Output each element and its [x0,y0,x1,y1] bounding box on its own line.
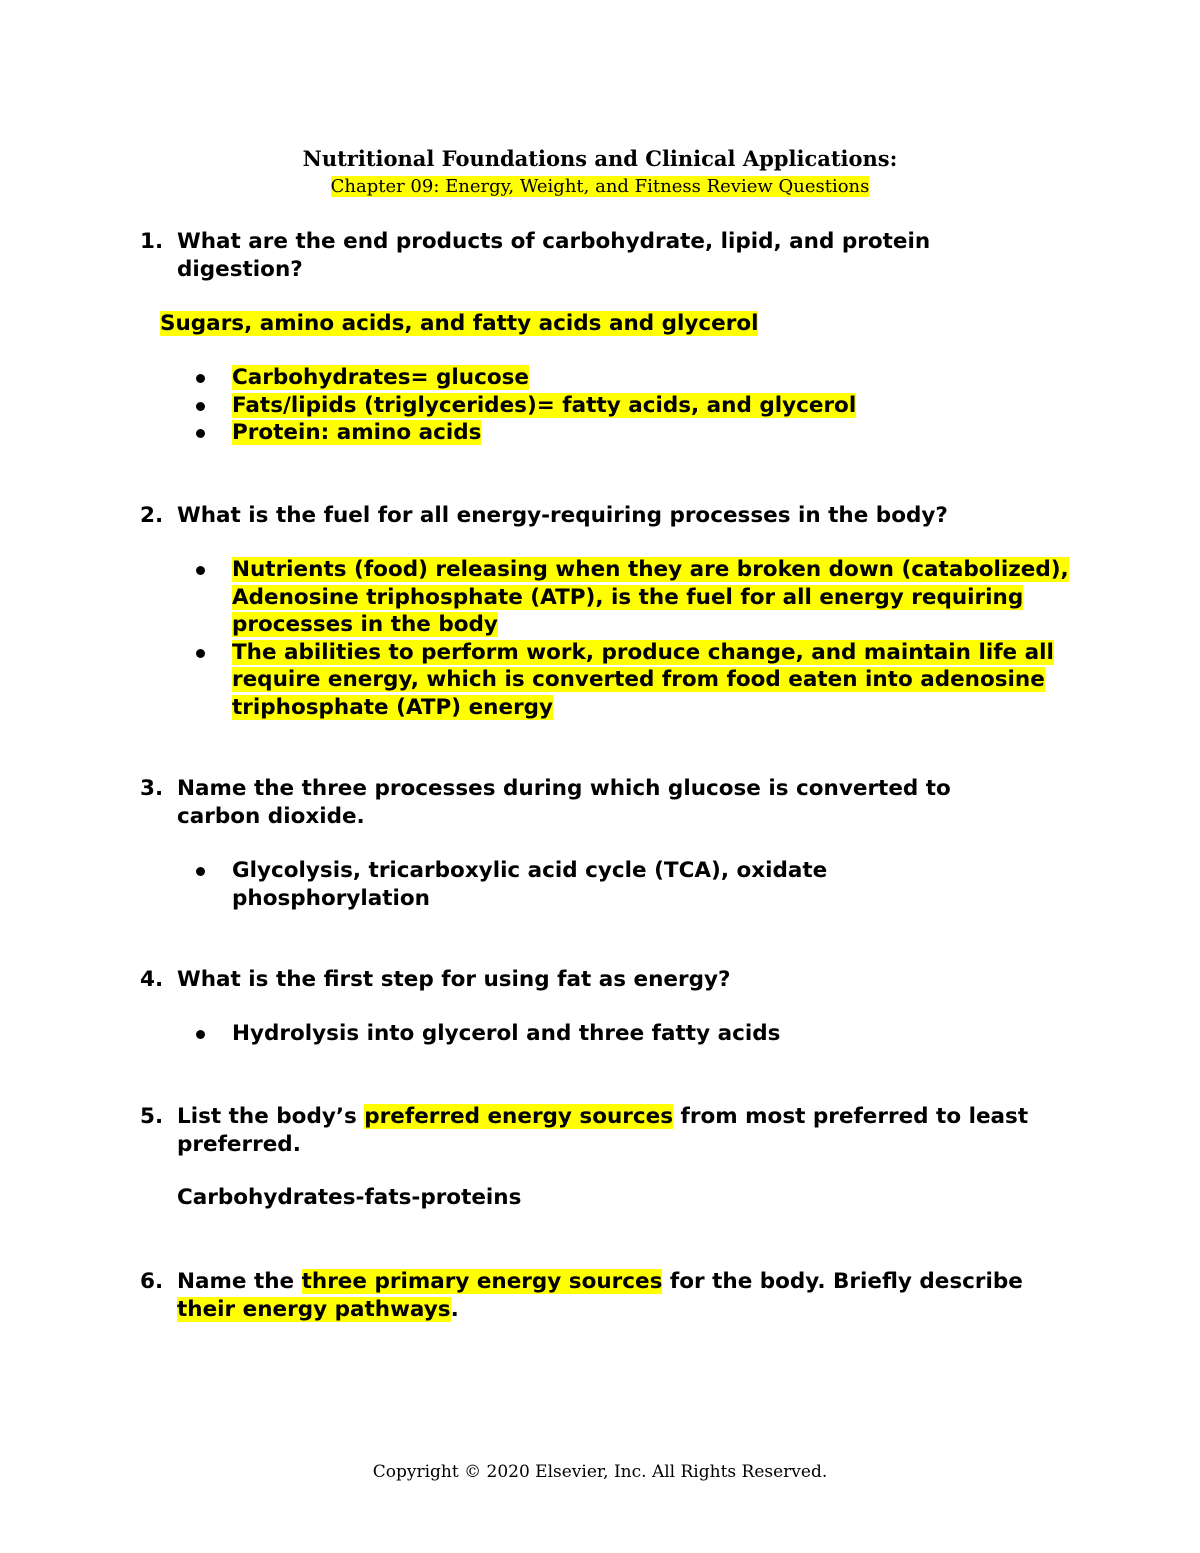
question-number: 4. [140,967,164,992]
question-text: What are the end products of carbohydrate, lipid, and protein digestion? [177,229,931,282]
answer-1-bullets [196,364,1076,447]
question-text: What is the first step for using fat as energy? [177,967,731,992]
document-subtitle [0,174,1200,200]
list-item: Carbohydrates= glucose [196,364,1076,392]
subtitle-text: Chapter 09: Energy, Weight, and Fitness Review Questions [330,176,870,197]
answer-text: Sugars, amino acids, and fatty acids and glycerol [160,311,759,336]
list-item: Hydrolysis into glycerol and three fatty acids [196,1020,1076,1048]
question-6 [140,1268,1040,1323]
answer-3-bullets [196,857,916,912]
answer-1 [160,310,758,338]
question-number: 1. [140,229,164,254]
footer-copyright: Copyright © 2020 Elsevier, Inc. All Rights Reserved. [372,1462,828,1482]
question-1 [140,228,1040,283]
document-title: Nutritional Foundations and Clinical Applications: [302,146,898,171]
question-text: List the body’s preferred energy sources from most preferred to least preferred. [177,1104,1029,1157]
question-number: 3. [140,776,164,801]
bullet-icon [196,402,205,411]
list-item: Nutrients (food) releasing when they are broken down (catabolized), Adenosine triphosphate (ATP), is the fuel for all energy requiring processes in the body [196,556,1076,639]
question-4 [140,966,1040,994]
list-item: Glycolysis, tricarboxylic acid cycle (TCA), oxidate phosphorylation [196,857,916,912]
bullet-icon [196,566,205,575]
bullet-icon [196,429,205,438]
question-text: What is the fuel for all energy-requiring processes in the body? [177,503,948,528]
question-text: Name the three primary energy sources for the body. Briefly describe their energy pathways. [177,1269,1023,1322]
answer-2-bullets [196,556,1076,721]
list-item: Protein: amino acids [196,419,1076,447]
bullet-icon [196,374,205,383]
highlighted-phrase: preferred energy sources [364,1104,674,1129]
list-item: The abilities to perform work, produce change, and maintain life all require energy, which is converted from food eaten into adenosine triphosphate (ATP) energy [196,639,1076,722]
answer-5: Carbohydrates-fats-proteins [177,1185,522,1210]
bullet-icon [196,1030,205,1039]
question-number: 2. [140,503,164,528]
question-2 [140,502,1040,530]
question-3 [140,775,1040,830]
question-number: 6. [140,1269,164,1294]
bullet-icon [196,867,205,876]
answer-4-bullets [196,1020,1076,1048]
list-item: Fats/lipids (triglycerides)= fatty acids, and glycerol [196,392,1076,420]
question-text: Name the three processes during which glucose is converted to carbon dioxide. [177,776,951,829]
highlighted-phrase: their energy pathways [177,1296,451,1322]
question-5 [140,1103,1040,1158]
bullet-icon [196,649,205,658]
highlighted-phrase: three primary energy sources [301,1269,663,1294]
question-number: 5. [140,1104,164,1129]
